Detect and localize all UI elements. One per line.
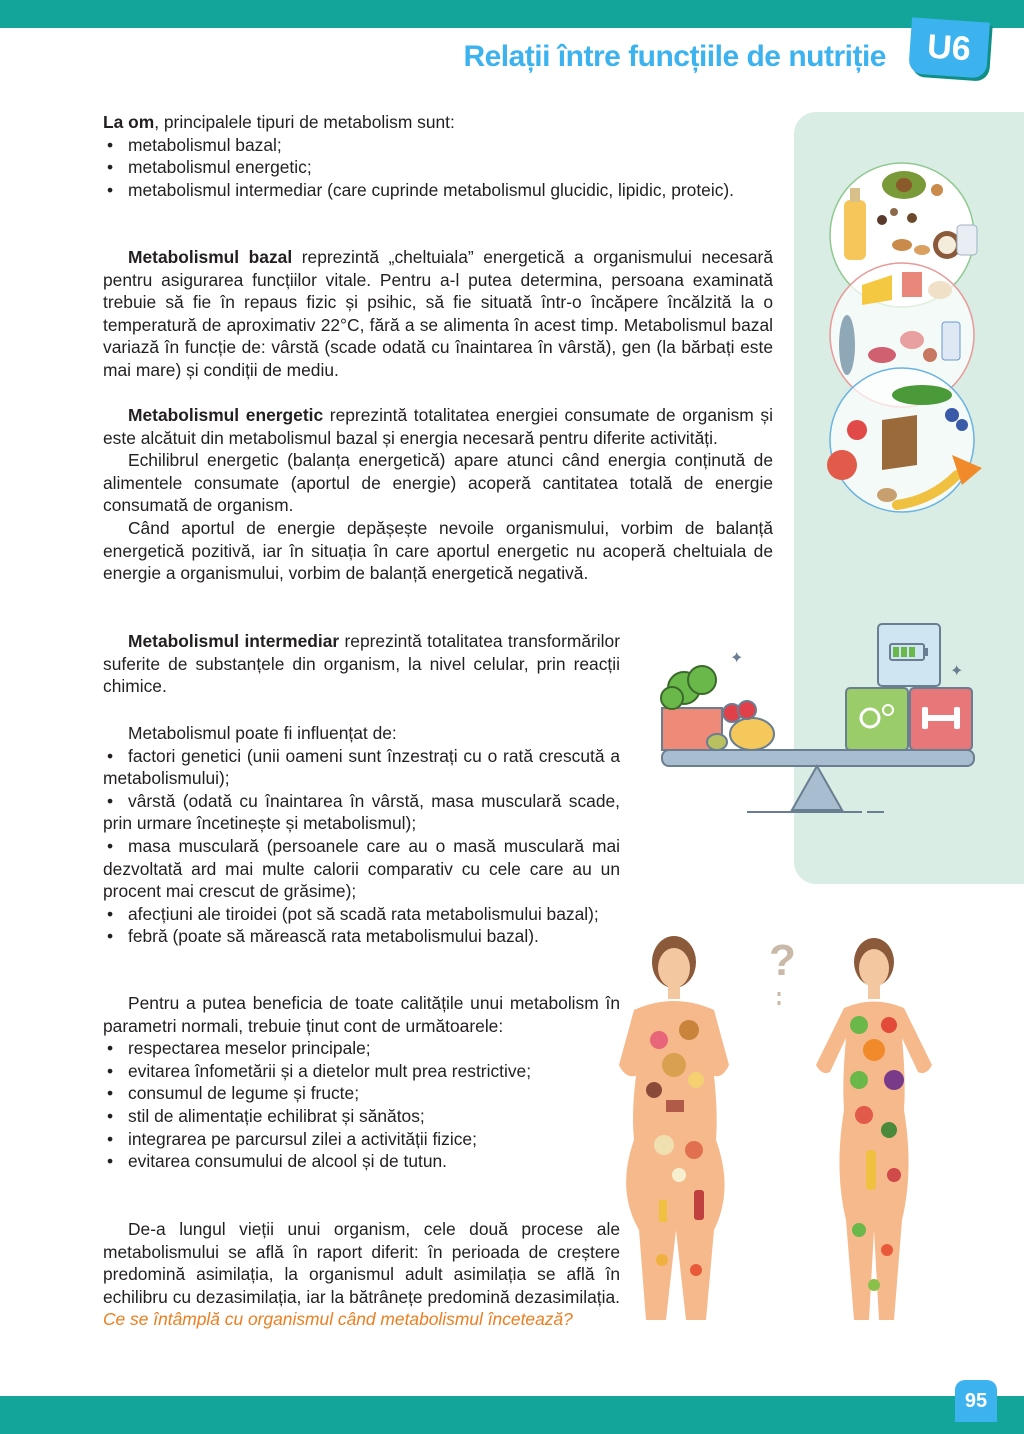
influences-list xyxy=(103,745,620,948)
top-band xyxy=(0,0,1024,28)
svg-text:✦: ✦ xyxy=(950,661,964,680)
intermediar-paragraph xyxy=(103,630,620,698)
energetic-term: Metabolismul energetic xyxy=(128,405,324,425)
list-item: • evitarea consumului de alcool și de tutun. xyxy=(103,1150,620,1173)
list-item: • vârstă (odată cu înaintarea în vârstă, masa musculară scade, prin urmare încetinește și metabolismul); xyxy=(103,790,620,835)
food-plate-icon xyxy=(822,150,992,530)
energetic-paragraph-3: Când aportul de energie depășește nevoile organismului, vorbim de balanță energetică pozitivă, iar în situația în care aportul energetic nu acoperă cheltuiala de energie a organismului, vorbim de balanță energetică negativă. xyxy=(103,517,773,584)
list-item: • respectarea meselor principale; xyxy=(103,1037,620,1060)
list-item: • afecțiuni ale tiroidei (pot să scadă rata metabolismului bazal); xyxy=(103,903,620,926)
list-item: • metabolismul energetic; xyxy=(103,156,773,179)
list-item: • febră (poate să mărească rata metabolismului bazal). xyxy=(103,925,620,948)
benefits-section xyxy=(103,992,620,1173)
benefits-lead: Pentru a putea beneficia de toate calitățile unui metabolism în parametri normali, trebuie ținut cont de următoarele: xyxy=(103,993,620,1036)
chapter-title: Relații între funcțiile de nutriție xyxy=(463,40,886,73)
gear-icon xyxy=(846,688,908,750)
list-item: • consumul de legume și fructe; xyxy=(103,1082,620,1105)
intermediar-text: reprezintă totalitatea transformărilor suferite de substanțele din organism, la nivel celular, prin reacții chimice. xyxy=(103,631,620,697)
bazal-term: Metabolismul bazal xyxy=(128,247,293,267)
bazal-paragraph xyxy=(103,246,773,382)
page-number: 95 xyxy=(955,1380,997,1422)
question-mark: ? xyxy=(769,936,796,985)
energy-balance-icon xyxy=(652,618,982,820)
influences-section xyxy=(103,722,620,948)
body-silhouette-icon xyxy=(604,930,954,1325)
list-item: • metabolismul intermediar (care cuprinde metabolismul glucidic, lipidic, proteic). xyxy=(103,179,773,202)
unit-badge: U6 xyxy=(908,17,990,78)
bazal-text: reprezintă „cheltuiala” energetică a organismului necesară pentru asigurarea funcțiilor vitale. Pentru a-l putea determina, persoana examinată trebuie să fie în repaus fizic și psihic, să fie situată într-o încăpere încălzită la o temperatură de aproximativ 22°C, fără a se alimenta în acest timp. Metabolismul bazal variază în funcție de: vârstă (scade odată cu înaintarea în vârstă), gen (la bărbați este mai mare) și condiții de mediu. xyxy=(103,247,773,380)
intro-lead-text: , principalele tipuri de metabolism sunt: xyxy=(154,112,455,132)
bottom-band xyxy=(0,1396,1024,1434)
intro-lead-bold: La om xyxy=(103,112,155,132)
list-item: • evitarea înfometării și a dietelor mult prea restrictive; xyxy=(103,1060,620,1083)
list-item: • integrarea pe parcursul zilei a activității fizice; xyxy=(103,1128,620,1151)
svg-text:✦: ✦ xyxy=(730,648,744,667)
intro-section xyxy=(103,111,773,201)
list-item: • masa musculară (persoanele care au o masă musculară mai dezvoltată ard mai multe calorii comparativ cu cele care au un procent mai crescut de grăsime); xyxy=(103,835,620,903)
benefits-list xyxy=(103,1037,620,1173)
intermediar-term: Metabolismul intermediar xyxy=(128,631,340,651)
energetic-paragraph-2: Echilibrul energetic (balanța energetică) apare atunci când energia conținută de alimentele consumate (aportul de energie) acoperă cantitatea totală de energie consumată de organism. xyxy=(103,450,773,516)
final-text: De-a lungul vieții unui organism, cele două procese ale metabolismului se află în raport diferit: în perioada de creștere predomină asimilația, la organismul adult asimilația se află în echilibru cu dezasimilația, iar la bătrânețe predomină dezasimilația. xyxy=(103,1219,620,1307)
influences-lead: Metabolismul poate fi influențat de: xyxy=(128,723,397,743)
energetic-section xyxy=(103,404,773,585)
list-item: • factori genetici (unii oameni sunt înzestrați cu o rată crescută a metabolismului); xyxy=(103,745,620,790)
metabolism-types-list xyxy=(103,134,773,202)
list-item: • stil de alimentație echilibrat și sănătos; xyxy=(103,1105,620,1128)
final-paragraph xyxy=(103,1218,620,1331)
list-item: • metabolismul bazal; xyxy=(103,134,773,157)
energetic-text: reprezintă totalitatea energiei consumate de organism și este alcătuit din metabolismul bazal și energia necesară pentru diferite activități. xyxy=(103,405,773,448)
final-question: Ce se întâmplă cu organismul când metabolismul încetează? xyxy=(103,1309,573,1330)
